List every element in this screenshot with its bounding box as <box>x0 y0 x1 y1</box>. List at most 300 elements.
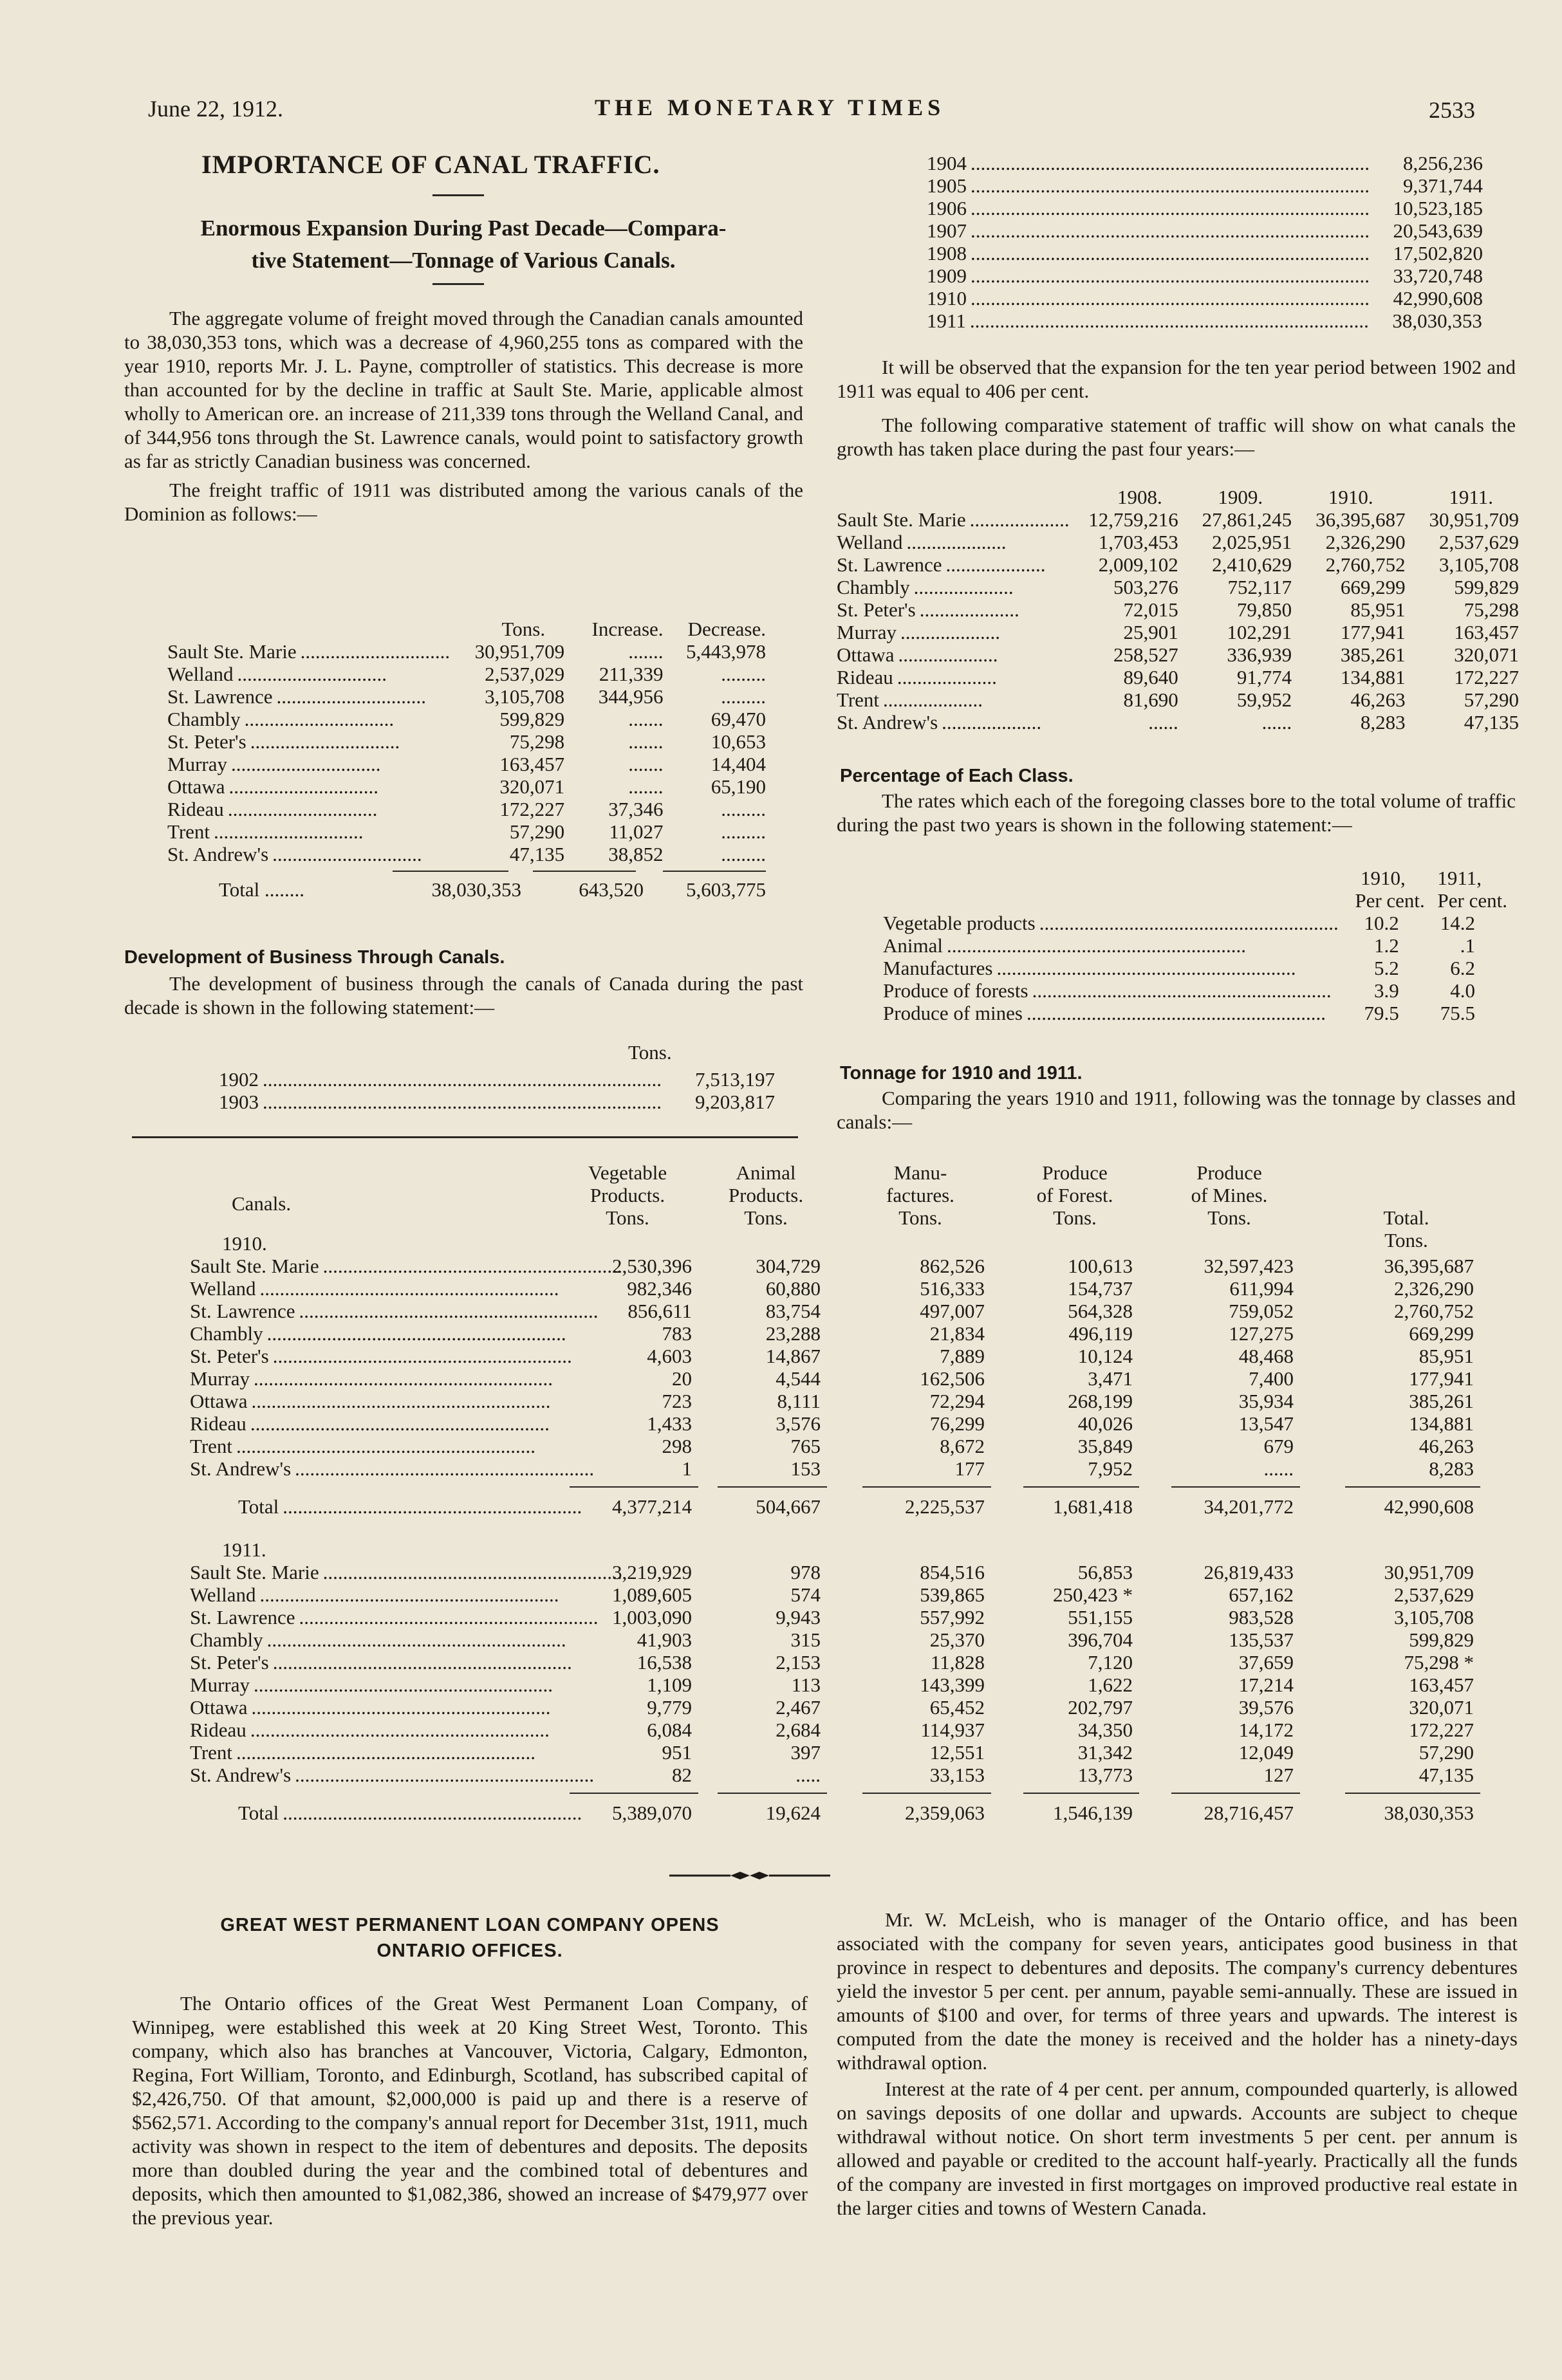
tonnage-value: 599,829 <box>1409 1628 1474 1651</box>
tonnage-canal <box>190 1390 553 1412</box>
comparison-canal <box>837 643 1074 666</box>
tonnage-canal <box>190 1764 595 1786</box>
development-row <box>927 309 1482 332</box>
leader-dots: ............................................................ <box>259 1583 559 1606</box>
tonnage-value: 35,934 <box>1238 1390 1294 1412</box>
comparison-value: 8,283 <box>1360 711 1406 733</box>
percentage-paragraph: The rates which each of the foregoing classes bore to the total volume of traffic during the past two years is shown in the following statement:— <box>837 789 1516 836</box>
comparison-row <box>837 576 1519 598</box>
comparison-value: 59,952 <box>1236 688 1292 711</box>
comparison-value: 12,759,216 <box>1088 508 1178 531</box>
canal-name: St. Peter's <box>167 730 246 753</box>
tonnage-value: 82 <box>672 1764 692 1786</box>
comparison-value: 57,290 <box>1464 688 1519 711</box>
dist-row <box>167 843 766 865</box>
tonnage-value: 8,283 <box>1429 1457 1474 1480</box>
dist-increase: 11,027 <box>609 820 664 843</box>
tonnage-canal <box>190 1606 599 1628</box>
tonnage-value: 759,052 <box>1229 1300 1294 1322</box>
comparison-value: 599,829 <box>1454 576 1519 598</box>
development-table-part2 <box>927 152 1483 332</box>
leader-dots: ............................................................ <box>947 934 1246 957</box>
leader-dots: .............................. <box>272 843 422 865</box>
leader-dots: ............................................................ <box>253 1367 553 1390</box>
leader-dots: .................... <box>969 508 1070 531</box>
canal-name: Rideau <box>167 798 224 820</box>
canal-name: Welland <box>190 1583 256 1606</box>
development-year: 1908 <box>927 242 967 264</box>
tonnage-value: 11,828 <box>930 1651 985 1674</box>
dist-canal <box>167 798 454 820</box>
tonnage-value: 611,994 <box>1229 1277 1294 1300</box>
percentage-class <box>883 934 1343 957</box>
dist-tons: 57,290 <box>509 820 565 843</box>
leader-dots: ............................................................ <box>299 1300 599 1322</box>
leader-dots: .............................. <box>214 820 364 843</box>
tonnage-value: 21,834 <box>929 1322 985 1345</box>
tonnage-value: 1 <box>682 1457 692 1480</box>
tonnage-row <box>129 1561 1512 1583</box>
tonnage-row <box>129 1435 1512 1457</box>
tonnage-value: 143,399 <box>920 1674 985 1696</box>
tonnage-value: 315 <box>790 1628 821 1651</box>
tonnage-value: 25,370 <box>929 1628 985 1651</box>
tonnage-value: 983,528 <box>1229 1606 1294 1628</box>
distribution-paragraph: The freight traffic of 1911 was distributed among the various canals of the Dominion as follows:— <box>124 479 803 525</box>
leader-dots: .............................. <box>230 753 381 775</box>
development-year: 1907 <box>927 219 967 242</box>
article2-paragraph-3: Interest at the rate of 4 per cent. per annum, compounded quarterly, is allowed on savings deposits of one dollar and upwards. Accounts are subject to cheque withdrawal without notice. On short term investments 5 per cent. per annum is allowed and payable or credited to the account half-yearly. Practically all the funds of the company are invested in first mortgages on improved productive real estate in the larger cities and towns of Western Canada. <box>837 2078 1518 2219</box>
dist-tons: 47,135 <box>509 843 565 865</box>
tonnage-row <box>129 1674 1512 1696</box>
column-rule-left <box>132 1136 798 1138</box>
tonnage-value: 26,819,433 <box>1204 1561 1294 1583</box>
column-header-line: Products. <box>590 1184 665 1206</box>
comparison-canal <box>837 688 1074 711</box>
dist-row <box>167 753 766 775</box>
comparison-row <box>837 666 1519 688</box>
tonnage-value: 72,294 <box>929 1390 985 1412</box>
dist-increase: ....... <box>628 730 664 753</box>
comparison-row <box>837 621 1519 643</box>
development-row <box>927 264 1483 287</box>
leader-dots: ................................................................................ <box>971 219 1370 242</box>
column-header-line: Produce <box>1196 1161 1262 1184</box>
percentage-class <box>883 912 1343 934</box>
development-heading: Development of Business Through Canals. <box>124 947 505 968</box>
tonnage-value: 134,881 <box>1409 1412 1474 1435</box>
dist-canal <box>167 843 454 865</box>
tonnage-value: 40,026 <box>1077 1412 1133 1435</box>
total-rule <box>1023 1793 1139 1794</box>
article-subtitle <box>122 212 804 277</box>
tonnage-value: 268,199 <box>1068 1390 1133 1412</box>
leader-dots: .................... <box>945 553 1046 576</box>
tonnage-value: 2,684 <box>776 1719 821 1741</box>
dist-col-tons: Tons. <box>501 618 546 640</box>
article2-title-line-2: ONTARIO OFFICES. <box>377 1941 563 1961</box>
total-rule <box>1171 1486 1300 1488</box>
development-col-tons: Tons. <box>628 1041 672 1064</box>
dist-canal <box>167 685 454 708</box>
tonnage-value: 60,880 <box>765 1277 821 1300</box>
tonnage-value: 32,597,423 <box>1204 1255 1294 1277</box>
tonnage-value: 57,290 <box>1418 1741 1474 1764</box>
dist-canal <box>167 775 454 798</box>
canal-name: Murray <box>190 1674 250 1696</box>
tonnage-value: 172,227 <box>1409 1719 1474 1741</box>
pct-year-1911: 1911, <box>1437 867 1482 889</box>
tonnage-row <box>129 1300 1512 1322</box>
tonnage-canal <box>190 1457 595 1480</box>
development-year: 1910 <box>927 287 967 309</box>
col-canals: Canals. <box>232 1192 292 1215</box>
percentage-heading: Percentage of Each Class. <box>840 766 1074 786</box>
leader-dots: ............................................................ <box>299 1606 599 1628</box>
total-row-cells <box>129 1802 1512 1824</box>
tonnage-row <box>129 1277 1512 1300</box>
leader-dots: .................... <box>883 688 983 711</box>
tonnage-value: 1,622 <box>1088 1674 1133 1696</box>
dist-decrease: 69,470 <box>711 708 766 730</box>
percentage-row <box>883 1002 1507 1024</box>
dist-row <box>167 775 766 798</box>
comparison-value: 89,640 <box>1123 666 1178 688</box>
leader-dots: ............................................................ <box>295 1764 595 1786</box>
percentage-class <box>883 1002 1343 1024</box>
tonnage-value: 1,681,418 <box>1053 1495 1133 1518</box>
leader-dots: ................................................................................ <box>971 287 1370 309</box>
development-tons: 8,256,236 <box>1403 152 1483 174</box>
development-year: 1906 <box>927 197 967 219</box>
comparison-paragraph: The following comparative statement of traffic will show on what canals the growth has taken place during the past four years:— <box>837 414 1516 460</box>
tonnage-value: 2,467 <box>776 1696 821 1719</box>
development-tons: 33,720,748 <box>1393 264 1483 287</box>
column-header-line: Tons. <box>606 1206 649 1229</box>
percentage-1911: 4.0 <box>1450 979 1475 1002</box>
tonnage-canal <box>190 1412 553 1435</box>
canal-name: Ottawa <box>190 1390 248 1412</box>
leader-dots: .................... <box>897 666 997 688</box>
dist-row <box>167 708 766 730</box>
canal-name: Total <box>238 1802 279 1824</box>
tonnage-value: 14,172 <box>1238 1719 1294 1741</box>
tonnage-value: 28,716,457 <box>1204 1802 1294 1824</box>
comparison-value: 752,117 <box>1227 576 1292 598</box>
development-tons: 7,513,197 <box>695 1068 775 1091</box>
class-name: Manufactures <box>883 957 993 979</box>
canal-name: St. Lawrence <box>837 553 942 576</box>
percentage-1910: 5.2 <box>1374 957 1399 979</box>
dist-decrease: ......... <box>721 843 766 865</box>
tonnage-value: ...... <box>1263 1457 1294 1480</box>
dist-row <box>167 820 766 843</box>
tonnage-value: 679 <box>1263 1435 1294 1457</box>
tonnage-value: 13,547 <box>1238 1412 1294 1435</box>
dist-tons: 599,829 <box>499 708 565 730</box>
dist-decrease: 14,404 <box>711 753 766 775</box>
leader-dots: ................................................................................ <box>971 174 1370 197</box>
development-row <box>219 1068 775 1091</box>
tonnage-value: 250,423 * <box>1053 1583 1133 1606</box>
leader-dots: ................................................................................ <box>263 1091 662 1113</box>
tonnage-value: 177,941 <box>1409 1367 1474 1390</box>
comp-col-1911: 1911. <box>1449 486 1493 508</box>
percentage-row <box>883 934 1507 957</box>
tonnage-value: 7,952 <box>1088 1457 1133 1480</box>
tonnage-value: 2,530,396 <box>612 1255 692 1277</box>
article-title: IMPORTANCE OF CANAL TRAFFIC. <box>201 150 660 179</box>
column-header-line: Tons. <box>898 1206 942 1229</box>
canal-name: Ottawa <box>837 643 895 666</box>
leader-dots: ................................................................................ <box>969 309 1369 332</box>
leader-dots: ............................................................ <box>1039 912 1339 934</box>
article2-paragraph-2: Mr. W. McLeish, who is manager of the Ontario office, and has been associated with the company for seven years, anticipates good business in that province in respect to debentures and deposits. The company's currency debentures yield the investor 5 per cent. per annum, payable semi-annually. These are issued in amounts of $100 and over, for terms of three years and upwards. The interest is computed from the date the money is received and the holder has a ninety-days withdrawal option. <box>837 1908 1518 2074</box>
subtitle-line-2: tive Statement—Tonnage of Various Canals. <box>251 248 676 273</box>
comp-col-1910: 1910. <box>1328 486 1373 508</box>
tonnage-row <box>129 1457 1512 1480</box>
column-header <box>843 1161 998 1229</box>
canal-name: St. Andrew's <box>190 1764 292 1786</box>
total-rule <box>1345 1486 1480 1488</box>
comparison-value: 336,939 <box>1227 643 1292 666</box>
development-year: 1904 <box>927 152 967 174</box>
total-rule <box>1023 1486 1139 1488</box>
leader-dots: ............................................................ <box>295 1457 595 1480</box>
dist-increase: ....... <box>628 708 664 730</box>
tonnage-value: 163,457 <box>1409 1674 1474 1696</box>
tonnage-value: 7,120 <box>1088 1651 1133 1674</box>
title-rule <box>432 194 484 196</box>
tonnage-value: 2,326,290 <box>1394 1277 1474 1300</box>
tonnage-canal <box>190 1651 572 1674</box>
tonnage-value: 20 <box>672 1367 692 1390</box>
pct-unit-1910: Per cent. <box>1355 889 1425 912</box>
tonnage-value: 65,452 <box>929 1696 985 1719</box>
tonnage-value: 41,903 <box>637 1628 692 1651</box>
development-row <box>927 174 1483 197</box>
column-header <box>1326 1206 1487 1251</box>
comparison-canal <box>837 553 1074 576</box>
percentage-class <box>883 979 1343 1002</box>
tonnage-value: 76,299 <box>929 1412 985 1435</box>
leader-dots: ............................................................ <box>283 1802 582 1824</box>
leader-dots: .............................. <box>228 775 379 798</box>
dist-canal <box>167 640 454 663</box>
tonnage-canal <box>190 1561 622 1583</box>
tonnage-value: 978 <box>790 1561 821 1583</box>
dist-decrease: ......... <box>721 663 766 685</box>
tonnage-value: 856,611 <box>628 1300 692 1322</box>
tonnage-value: 127 <box>1263 1764 1294 1786</box>
development-year: 1911 <box>927 309 966 332</box>
tonnage-value: 33,153 <box>929 1764 985 1786</box>
comparison-value: 172,227 <box>1454 666 1519 688</box>
leader-dots: .................... <box>913 576 1014 598</box>
dist-canal <box>167 663 454 685</box>
dist-decrease: ......... <box>721 820 766 843</box>
canal-name: Murray <box>167 753 227 775</box>
canal-name: St. Peter's <box>837 598 916 621</box>
comparison-value: 25,901 <box>1123 621 1178 643</box>
comparison-row <box>837 553 1519 576</box>
article2-title <box>129 1912 811 1964</box>
canal-name: Sault Ste. Marie <box>167 640 297 663</box>
tonnage-value: 100,613 <box>1068 1255 1133 1277</box>
development-tons: 38,030,353 <box>1392 309 1482 332</box>
tonnage-value: 669,299 <box>1409 1322 1474 1345</box>
leader-dots: ............................................................ <box>266 1322 566 1345</box>
percentage-row <box>883 912 1507 934</box>
leader-dots: ................................................................................ <box>263 1068 662 1091</box>
tonnage-value: 539,865 <box>920 1583 985 1606</box>
tonnage-value: 497,007 <box>920 1300 985 1322</box>
comparison-value: 46,263 <box>1350 688 1406 711</box>
tonnage-value: 783 <box>662 1322 692 1345</box>
tonnage-value: 114,937 <box>920 1719 985 1741</box>
canal-name: Rideau <box>190 1412 246 1435</box>
comparison-value: 2,009,102 <box>1098 553 1178 576</box>
tonnage-value: 304,729 <box>756 1255 821 1277</box>
leader-dots: ............................................................ <box>272 1345 572 1367</box>
dist-canal <box>167 753 454 775</box>
tonnage-row <box>129 1322 1512 1345</box>
tonnage-value: 135,537 <box>1229 1628 1294 1651</box>
tonnage-value: 30,951,709 <box>1384 1561 1474 1583</box>
dist-tons: 163,457 <box>499 753 565 775</box>
tonnage-value: 2,225,537 <box>905 1495 985 1518</box>
development-row <box>927 242 1483 264</box>
tonnage-value: 34,201,772 <box>1204 1495 1294 1518</box>
total-rule <box>718 1486 827 1488</box>
issue-date: June 22, 1912. <box>148 96 283 122</box>
column-header-line: Manu- <box>893 1161 947 1184</box>
tonnage-row <box>129 1741 1512 1764</box>
percentage-table <box>883 867 1507 1024</box>
tonnage-row <box>129 1367 1512 1390</box>
comparison-value: 320,071 <box>1454 643 1519 666</box>
dist-row <box>167 663 766 685</box>
subtitle-line-1: Enormous Expansion During Past Decade—Compara- <box>200 216 727 241</box>
comparison-row <box>837 688 1519 711</box>
tonnage-value: 83,754 <box>765 1300 821 1322</box>
rows-1910 <box>129 1255 1512 1480</box>
column-header <box>1004 1161 1146 1229</box>
comparison-value: 503,276 <box>1113 576 1178 598</box>
canal-name: Sault Ste. Marie <box>837 508 966 531</box>
comparison-value: 669,299 <box>1340 576 1406 598</box>
tonnage-value: 37,659 <box>1238 1651 1294 1674</box>
tonnage-value: 557,992 <box>920 1606 985 1628</box>
development-year: 1909 <box>927 264 967 287</box>
tonnage-value: 1,109 <box>647 1674 692 1696</box>
tonnage-value: 3,219,929 <box>612 1561 692 1583</box>
tonnage-canal <box>190 1255 622 1277</box>
comparison-row <box>837 643 1519 666</box>
tonnage-value: 14,867 <box>765 1345 821 1367</box>
tonnage-value: 320,071 <box>1409 1696 1474 1719</box>
comparison-value: 36,395,687 <box>1316 508 1406 531</box>
tonnage-canal <box>190 1628 566 1651</box>
leader-dots: .................... <box>942 711 1042 733</box>
page-number: 2533 <box>1429 97 1475 123</box>
comparison-value: 2,410,629 <box>1212 553 1292 576</box>
tonnage-value: 19,624 <box>765 1802 821 1824</box>
tonnage-value: 765 <box>790 1435 821 1457</box>
percentage-1910: 1.2 <box>1374 934 1399 957</box>
tonnage-canal <box>190 1322 566 1345</box>
column-header-line: Vegetable <box>588 1161 667 1184</box>
tonnage-value: 2,760,752 <box>1394 1300 1474 1322</box>
comparison-value: 27,861,245 <box>1202 508 1292 531</box>
tonnage-canal <box>238 1495 582 1518</box>
year-1910-label: 1910. <box>222 1232 267 1255</box>
tonnage-value: 42,990,608 <box>1384 1495 1474 1518</box>
dist-increase: ....... <box>628 775 664 798</box>
tonnage-value: 16,538 <box>637 1651 692 1674</box>
development-tons: 9,371,744 <box>1403 174 1483 197</box>
canal-name: St. Andrew's <box>837 711 938 733</box>
comparison-row <box>837 711 1519 733</box>
comparison-value: 75,298 <box>1464 598 1519 621</box>
percentage-1911: 75.5 <box>1440 1002 1475 1024</box>
leader-dots: ............................................................ <box>283 1495 582 1518</box>
tonnage-value: 8,111 <box>777 1390 821 1412</box>
comparison-value: 2,326,290 <box>1325 531 1406 553</box>
tonnage-value: 34,350 <box>1077 1719 1133 1741</box>
leader-dots: ................................................................................ <box>971 197 1370 219</box>
comparison-value: 2,025,951 <box>1212 531 1292 553</box>
leader-dots: ............................................................ <box>322 1561 622 1583</box>
tonnage-value: 4,544 <box>776 1367 821 1390</box>
leader-dots: ............................................................ <box>266 1628 566 1651</box>
development-tons: 42,990,608 <box>1393 287 1483 309</box>
development-tons: 17,502,820 <box>1393 242 1483 264</box>
tonnage-value: 862,526 <box>920 1255 985 1277</box>
pct-unit-1911: Per cent. <box>1437 889 1507 912</box>
tonnage-value: 4,603 <box>647 1345 692 1367</box>
total-rule <box>1171 1793 1300 1794</box>
leader-dots: .................... <box>919 598 1019 621</box>
tonnage-value: 4,377,214 <box>612 1495 692 1518</box>
column-header-line: of Forest. <box>1036 1184 1113 1206</box>
tonnage-row <box>129 1696 1512 1719</box>
intro-paragraph: The aggregate volume of freight moved through the Canadian canals amounted to 38,030,353 tons, which was a decrease of 4,960,255 tons as compared with the year 1910, reports Mr. J. L. Payne, comptroller of statistics. This decrease is more than accounted for by the decline in traffic at Sault Ste. Marie, applicable almost wholly to American ore. an increase of 211,339 tons through the Welland Canal, and of 344,956 tons through the St. Lawrence canals, would point to satisfactory growth as far as strictly Canadian business was concerned. <box>124 307 803 472</box>
tonnage-value: 516,333 <box>920 1277 985 1300</box>
class-name: Animal <box>883 934 943 957</box>
tonnage-value: 47,135 <box>1418 1764 1474 1786</box>
comparison-canal <box>837 531 1074 553</box>
tonnage-value: 113 <box>791 1674 821 1696</box>
comparison-value: 3,105,708 <box>1439 553 1519 576</box>
canal-name: Chambly <box>190 1322 263 1345</box>
tonnage-value: 12,551 <box>929 1741 985 1764</box>
tonnage-value: 153 <box>790 1457 821 1480</box>
total-rule <box>862 1793 991 1794</box>
tonnage-value: 17,214 <box>1238 1674 1294 1696</box>
column-header-line: of Mines. <box>1191 1184 1268 1206</box>
canal-name: Trent <box>190 1741 233 1764</box>
percentage-1910: 10.2 <box>1364 912 1399 934</box>
leader-dots: ............................................................ <box>236 1435 536 1457</box>
total-1911-row <box>129 1802 1512 1824</box>
tonnage-value: 31,342 <box>1077 1741 1133 1764</box>
leader-dots: ................................................................................ <box>971 242 1370 264</box>
comparison-value: 91,774 <box>1236 666 1292 688</box>
tonnage-value: 574 <box>790 1583 821 1606</box>
column-header-line: Products. <box>728 1184 804 1206</box>
tonnage-value: 7,889 <box>940 1345 985 1367</box>
